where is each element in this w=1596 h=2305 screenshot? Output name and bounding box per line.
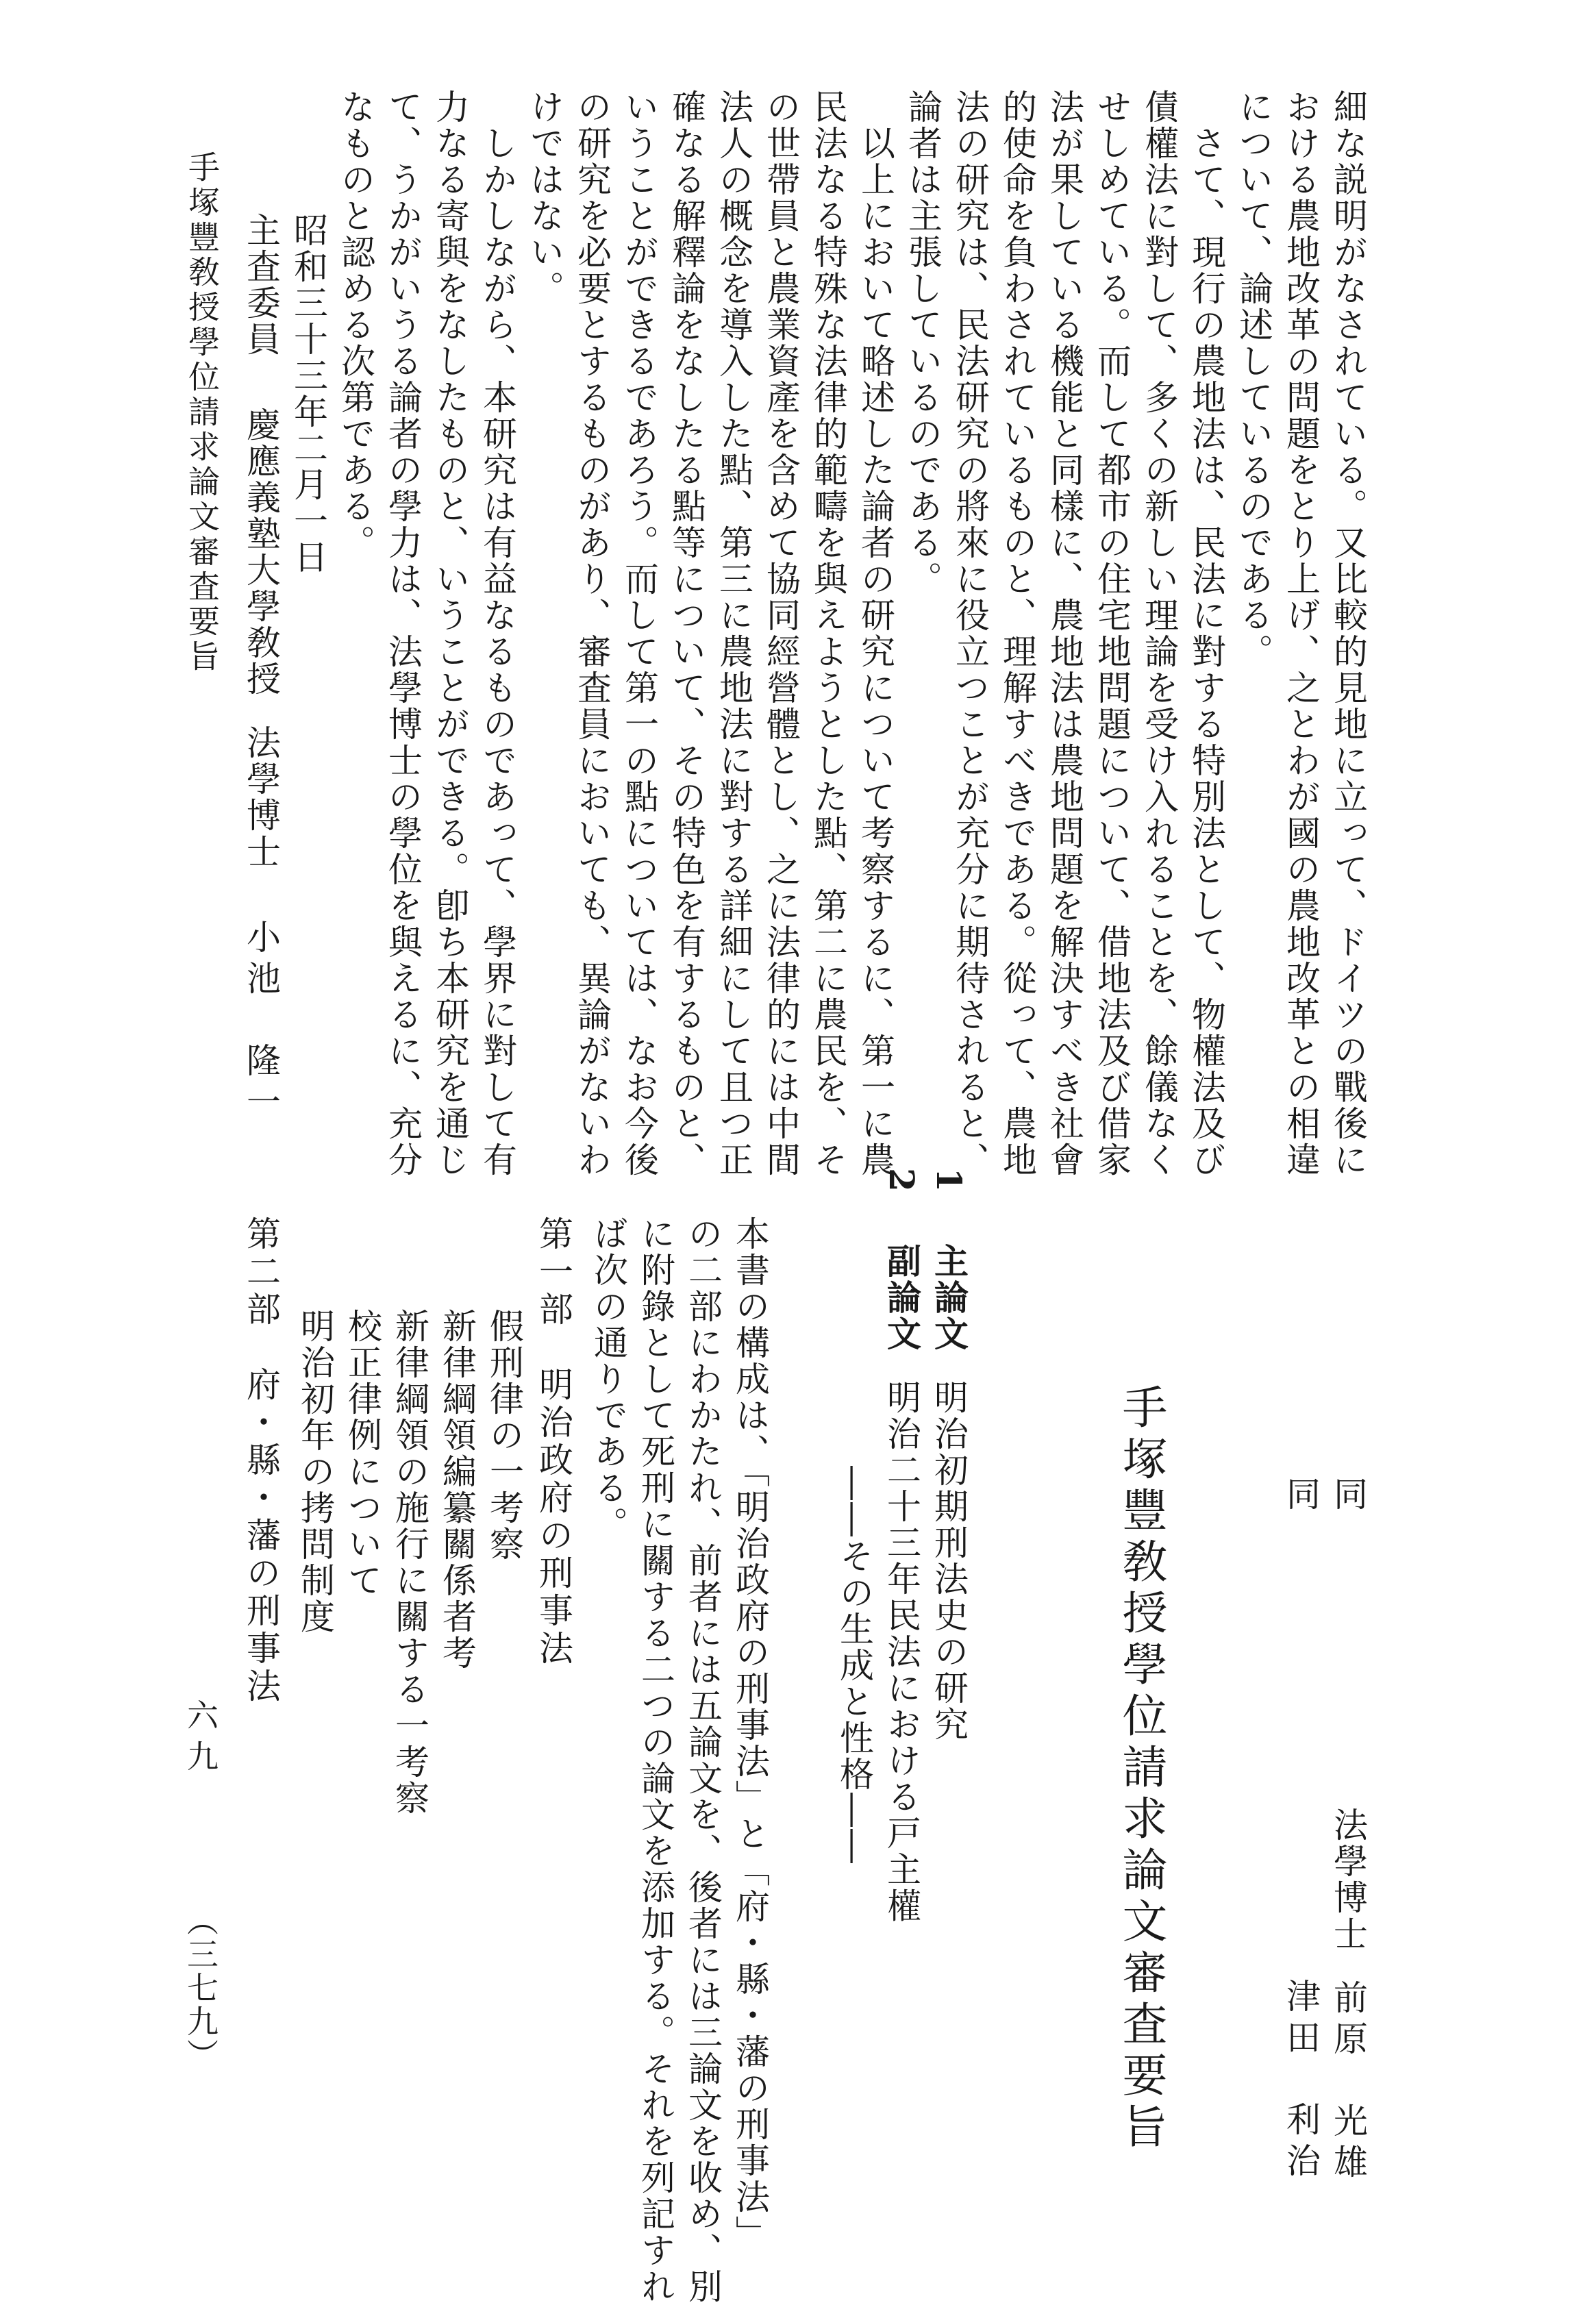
examiner-label: 同 xyxy=(1328,1476,1368,1512)
body-line: について、論述しているのである。 xyxy=(1234,89,1273,670)
intro-line: ば次の通りである。 xyxy=(588,1216,628,1543)
sub-thesis-subtitle: ――その生成と性格―― xyxy=(834,1466,874,1865)
intro-line: 本書の構成は、「明治政府の刑事法」と「府・縣・藩の刑事法」 xyxy=(730,1216,770,2252)
intro-line: に附錄として死刑に關する二つの論文を添加する。それを列記すれ xyxy=(636,1216,675,2305)
section-title: 手塚豐敎授學位請求論文審査要旨 xyxy=(1114,1384,1167,2154)
body-line: 法の研究は、民法研究の將來に役立つことが充分に期待されると、 xyxy=(950,89,990,1178)
page-number-alt: （三七九） xyxy=(182,1904,219,2072)
sub-thesis-title: 明治二十三年民法における戸主權 xyxy=(882,1379,921,1924)
body-line: 法が果している機能と同樣に、農地法は農地問題を解決すべき社會 xyxy=(1045,89,1084,1178)
sub-thesis xyxy=(882,1168,922,1924)
body-line: しかしながら、本研究は有益なるものであって、學界に對して有 xyxy=(477,89,517,1178)
body-line: 細な説明がなされている。又比較的見地に立って、ドイツの戰後に xyxy=(1328,89,1368,1178)
signature-affiliation: 慶應義塾大學敎授 xyxy=(241,407,281,697)
body-line: の研究を必要とするものがあり、審査員においても、異論がないわ xyxy=(572,89,612,1178)
body-line: 以上において略述した論者の研究について考察するに、第一に農 xyxy=(856,89,895,1178)
sub-thesis-label: 副論文 xyxy=(882,1243,922,1352)
body-line: て、うかがいうる論者の學力は、法學博士の學位を與えるに、充分 xyxy=(383,89,423,1178)
part1-item: 明治初年の拷問制度 xyxy=(295,1308,335,1635)
running-title: 手塚豐敎授學位請求論文審査要旨 xyxy=(184,151,221,675)
part1-item: 假刑律の一考察 xyxy=(484,1308,524,1562)
body-line: なものと認める次第である。 xyxy=(336,89,375,561)
part1-heading: 第一部 明治政府の刑事法 xyxy=(534,1216,573,1668)
body-line: いうことができるであろう。而して第一の點については、なお今後 xyxy=(619,89,659,1178)
body-line: 的使命を負わされているものと、理解すべきである。從って、農地 xyxy=(997,89,1037,1178)
body-line: 債權法に對して、多くの新しい理論を受け入れることを、餘儀なく xyxy=(1139,89,1179,1178)
examiner-2 xyxy=(1281,1476,1321,2184)
part1-item: 新律綱領の施行に關する一考察 xyxy=(390,1308,429,1817)
body-line: さて、現行の農地法は、民法に對する特別法として、物權法及び xyxy=(1186,89,1226,1178)
body-line: 民法なる特殊な法律的範疇を與えようとした點、第二に農民を、そ xyxy=(808,89,848,1178)
examiner-name: 前原 光雄 xyxy=(1328,1980,1368,2185)
main-thesis-number: 1 xyxy=(929,1168,969,1194)
body-line: おける農地改革の問題をとり上げ、之とわが國の農地改革との相違 xyxy=(1281,89,1321,1178)
body-line: の世帶員と農業資產を含めて協同經營體とし、之に法律的には中間 xyxy=(761,89,801,1178)
examiner-1 xyxy=(1328,1476,1368,2185)
body-line: 確なる解釋論をなしたる點等について、その特色を有するものと、 xyxy=(666,89,706,1178)
examiner-degree: 法學博士 xyxy=(1328,1807,1368,1952)
main-thesis-title: 明治初期刑法史の研究 xyxy=(929,1379,969,1743)
main-thesis-label: 主論文 xyxy=(929,1243,969,1352)
body-line: 力なる寄與をなしたものと、いうことができる。卽ち本研究を通じ xyxy=(430,89,470,1178)
signature-degree: 法學博士 xyxy=(241,725,281,870)
body-line: 論者は主張しているのである。 xyxy=(903,89,943,597)
signature-name: 小池 隆一 xyxy=(241,919,281,1125)
date: 昭和三十三年二月一日 xyxy=(288,212,328,575)
part2-heading: 第二部 府・縣・藩の刑事法 xyxy=(241,1216,281,1706)
intro-line: の二部にわかたれ、前者には五論文を、後者には三論文を收め、別 xyxy=(683,1216,723,2305)
body-line: けではない。 xyxy=(525,89,564,307)
signature-role: 主査委員 xyxy=(241,212,281,358)
chief-examiner-signature xyxy=(241,212,281,1125)
examiner-name: 津田 利治 xyxy=(1281,1978,1321,2184)
main-thesis xyxy=(929,1168,969,1743)
sub-thesis-number: 2 xyxy=(882,1168,922,1194)
examiner-label: 同 xyxy=(1281,1476,1321,1512)
part1-item: 校正律例について xyxy=(342,1308,382,1599)
body-line: せしめている。而して都市の住宅地問題について、借地法及び借家 xyxy=(1092,89,1132,1178)
part1-item: 新律綱領編纂關係者考 xyxy=(437,1308,477,1671)
page-number: 六九 xyxy=(182,1699,219,1781)
body-line: 法人の概念を導入した點、第三に農地法に對する詳細にして且つ正 xyxy=(714,89,753,1178)
